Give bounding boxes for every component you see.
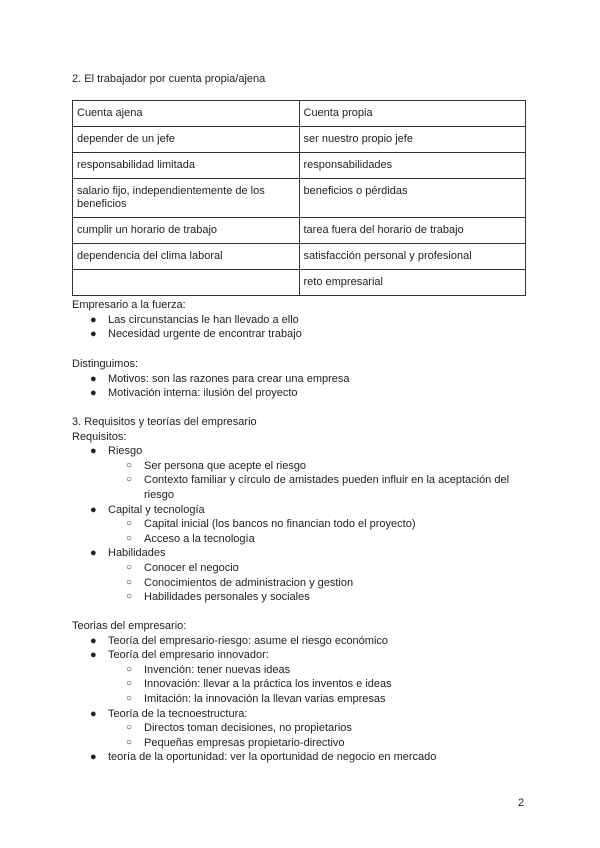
bullet-icon: ● <box>90 751 97 764</box>
sub-list-item: ○ Conocer el negocio <box>126 561 239 574</box>
page-number: 2 <box>518 797 525 809</box>
sub-list-item: ○ Conocimientos de administracion y gestion <box>126 576 354 589</box>
empresario-fuerza-section <box>72 298 302 342</box>
sub-list-item: ○ Invención: tener nuevas ideas <box>126 663 291 676</box>
table-cell: dependencia del clima laboral <box>73 244 300 270</box>
bullet-icon: ● <box>90 372 97 385</box>
teorias-list <box>72 634 532 765</box>
list-item: ● Teoría del empresario innovador: <box>90 649 269 662</box>
bullet-icon: ● <box>90 328 97 341</box>
list-item: ● Teoría de la tecnoestructura: <box>90 707 248 720</box>
sub-list-item: ○ Capital inicial (los bancos no financian todo el proyecto) <box>126 518 416 531</box>
table-row <box>73 179 526 218</box>
sub-list-item: ○ Directos toman decisiones, no propietarios <box>126 722 352 735</box>
teorias-title: Teorias del empresario: <box>72 620 187 632</box>
table-cell: depender de un jefe <box>73 127 300 153</box>
list-item: ● Capital y tecnología <box>90 503 205 516</box>
empresario-fuerza-list <box>72 313 302 342</box>
list-item: ● teoría de la oportunidad: ver la oportunidad de negocio en mercado <box>90 751 437 764</box>
sub-list-item: ○ Pequeñas empresas propietario-directivo <box>126 736 345 749</box>
circle-icon: ○ <box>126 561 133 573</box>
comparison-table <box>72 100 526 296</box>
table-cell: responsabilidad limitada <box>73 153 300 179</box>
list-item: ● Teoría del empresario-riesgo: asume el riesgo económico <box>90 634 389 647</box>
requisitos-title: Requisitos: <box>72 430 127 443</box>
table-header-cell: Cuenta propia <box>299 101 526 127</box>
circle-icon: ○ <box>126 459 133 471</box>
list-item: ● Las circunstancias le han llevado a ello <box>90 313 299 326</box>
distinguimos-title: Distinguimos: <box>72 358 139 370</box>
empresario-fuerza-title: Empresario a la fuerza: <box>72 299 186 311</box>
sub-list-item: ○ Ser persona que acepte el riesgo <box>126 459 307 472</box>
bullet-icon: ● <box>90 649 97 662</box>
table-cell: cumplir un horario de trabajo <box>73 218 300 244</box>
section-3-heading: 3. Requisitos y teorías del empresario <box>72 416 257 428</box>
circle-icon: ○ <box>126 663 133 675</box>
list-item: ● Motivos: son las razones para crear una empresa <box>90 372 350 385</box>
sub-list-item: ○ Innovación: llevar a la práctica los inventos e ideas <box>126 678 392 691</box>
table-cell: responsabilidades <box>299 153 526 179</box>
circle-icon: ○ <box>126 591 133 603</box>
table-row <box>73 244 526 270</box>
table-header-cell: Cuenta ajena <box>73 101 300 127</box>
circle-icon: ○ <box>126 736 133 748</box>
bullet-icon: ● <box>90 503 97 516</box>
section-2-heading: 2. El trabajador por cuenta propia/ajena <box>72 73 266 85</box>
table-header-row <box>73 101 526 127</box>
distinguimos-list <box>72 372 350 401</box>
list-item: ● Habilidades <box>90 547 166 560</box>
sub-list-item: ○ Acceso a la tecnología <box>126 532 255 545</box>
table-cell <box>73 270 300 296</box>
table-row <box>73 127 526 153</box>
circle-icon: ○ <box>126 532 133 544</box>
circle-icon: ○ <box>126 474 133 486</box>
table-row <box>73 153 526 179</box>
table-row <box>73 270 526 296</box>
list-item: ● Necesidad urgente de encontrar trabajo <box>90 328 302 341</box>
bullet-icon: ● <box>90 634 97 647</box>
table-cell: salario fijo, independientemente de los beneficios <box>73 179 300 218</box>
sub-list-item: ○ Contexto familiar y círculo de amistades pueden influir en la aceptación del riesgo <box>126 474 510 501</box>
circle-icon: ○ <box>126 518 133 530</box>
bullet-icon: ● <box>90 387 97 400</box>
sub-list-item: ○ Habilidades personales y sociales <box>126 591 310 604</box>
table-cell: satisfacción personal y profesional <box>299 244 526 270</box>
requisitos-list <box>72 444 532 605</box>
teorias-section <box>72 619 532 765</box>
circle-icon: ○ <box>126 692 133 704</box>
distinguimos-section <box>72 357 350 401</box>
bullet-icon: ● <box>90 313 97 326</box>
bullet-icon: ● <box>90 445 97 458</box>
list-item: ● Motivación interna: ilusión del proyecto <box>90 387 298 400</box>
table-row <box>73 218 526 244</box>
sub-list-item: ○ Imitación: la innovación la llevan varias empresas <box>126 692 386 705</box>
circle-icon: ○ <box>126 576 133 588</box>
bullet-icon: ● <box>90 547 97 560</box>
table-cell: reto empresarial <box>299 270 526 296</box>
circle-icon: ○ <box>126 722 133 734</box>
bullet-icon: ● <box>90 707 97 720</box>
table-cell: ser nuestro propio jefe <box>299 127 526 153</box>
table-cell: tarea fuera del horario de trabajo <box>299 218 526 244</box>
list-item: ● Riesgo <box>90 445 143 458</box>
circle-icon: ○ <box>126 678 133 690</box>
table-cell: beneficios o pérdidas <box>299 179 526 218</box>
section-3 <box>72 415 532 605</box>
